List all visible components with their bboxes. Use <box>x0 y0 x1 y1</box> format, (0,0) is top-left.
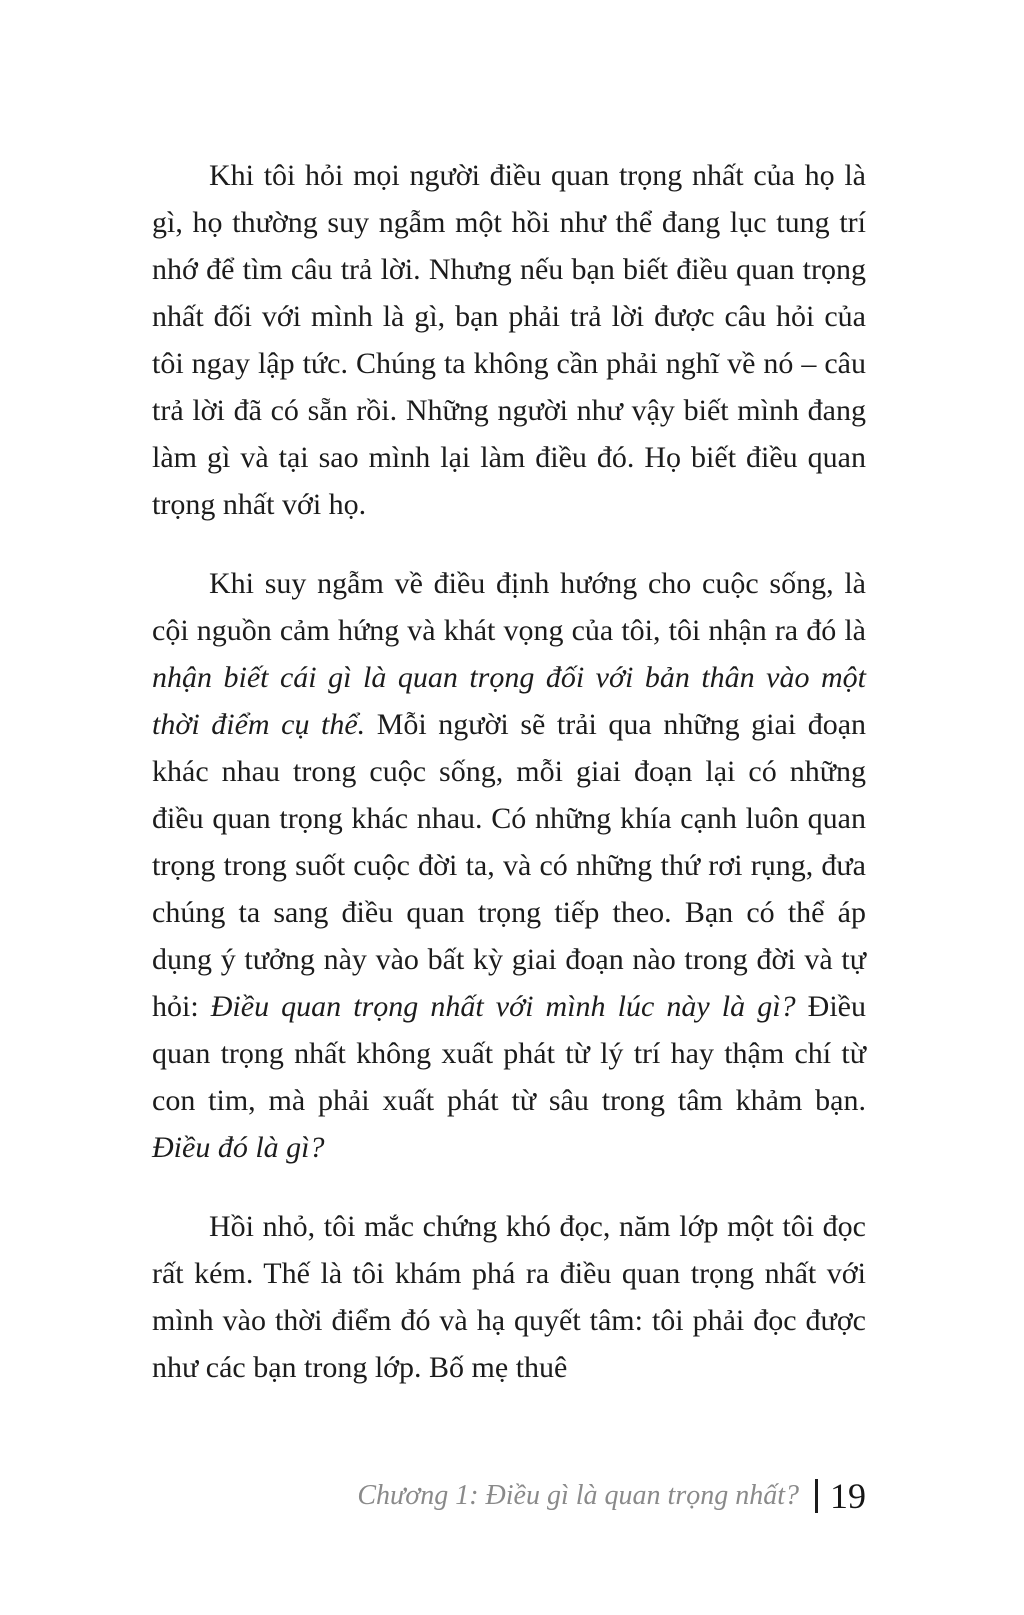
paragraph-1-text: Khi tôi hỏi mọi người điều quan trọng nhất của họ là gì, họ thường suy ngẫm một hồi như thể đang lục tung trí nhớ để tìm câu trả lời. Nhưng nếu bạn biết điều quan trọng nhất đối với mình là gì, bạn phải trả lời được câu hỏi của tôi ngay lập tức. Chúng ta không cần phải nghĩ về nó – câu trả lời đã có sẵn rồi. Những người như vậy biết mình đang làm gì và tại sao mình lại làm điều đó. Họ biết điều quan trọng nhất với họ. <box>152 159 866 521</box>
paragraph-2-italic-phrase-1: nhận biết cái gì là quan trọng đối với bản thân vào một thời điểm cụ thể. <box>152 661 866 741</box>
paragraph-2-text: Khi suy ngẫm về điều định hướng cho cuộc sống, là cội nguồn cảm hứng và khát vọng của tôi, tôi nhận ra đó là <box>152 567 866 647</box>
running-footer-chapter-title: Chương 1: Điều gì là quan trọng nhất? <box>357 1480 799 1511</box>
paragraph-3 <box>152 1203 866 1391</box>
page-number: 19 <box>830 1476 866 1516</box>
paragraph-2 <box>152 560 866 1171</box>
paragraph-2-italic-phrase-3: Điều đó là gì? <box>152 1131 325 1164</box>
paragraph-1 <box>152 152 866 528</box>
paragraph-2-text-3: Điều quan trọng nhất không xuất phát từ lý trí hay thậm chí từ con tim, mà phải xuất phát từ sâu trong tâm khảm bạn. <box>152 990 866 1117</box>
paragraph-3-text: Hồi nhỏ, tôi mắc chứng khó đọc, năm lớp một tôi đọc rất kém. Thế là tôi khám phá ra điều quan trọng nhất với mình vào thời điểm đó và hạ quyết tâm: tôi phải đọc được như các bạn trong lớp. Bố mẹ thuê <box>152 1210 866 1384</box>
paragraph-2-text-2: Mỗi người sẽ trải qua những giai đoạn khác nhau trong cuộc sống, mỗi giai đoạn lại có những điều quan trọng khác nhau. Có những khía cạnh luôn quan trọng trong suốt cuộc đời ta, và có những thứ rơi rụng, đưa chúng ta sang điều quan trọng tiếp theo. Bạn có thể áp dụng ý tưởng này vào bất kỳ giai đoạn nào trong đời và tự hỏi: <box>152 708 867 1023</box>
paragraph-2-italic-phrase-2: Điều quan trọng nhất với mình lúc này là gì? <box>210 990 796 1023</box>
body-text <box>152 152 866 1391</box>
page-footer <box>357 1478 866 1514</box>
footer-divider-bar <box>815 1479 818 1513</box>
